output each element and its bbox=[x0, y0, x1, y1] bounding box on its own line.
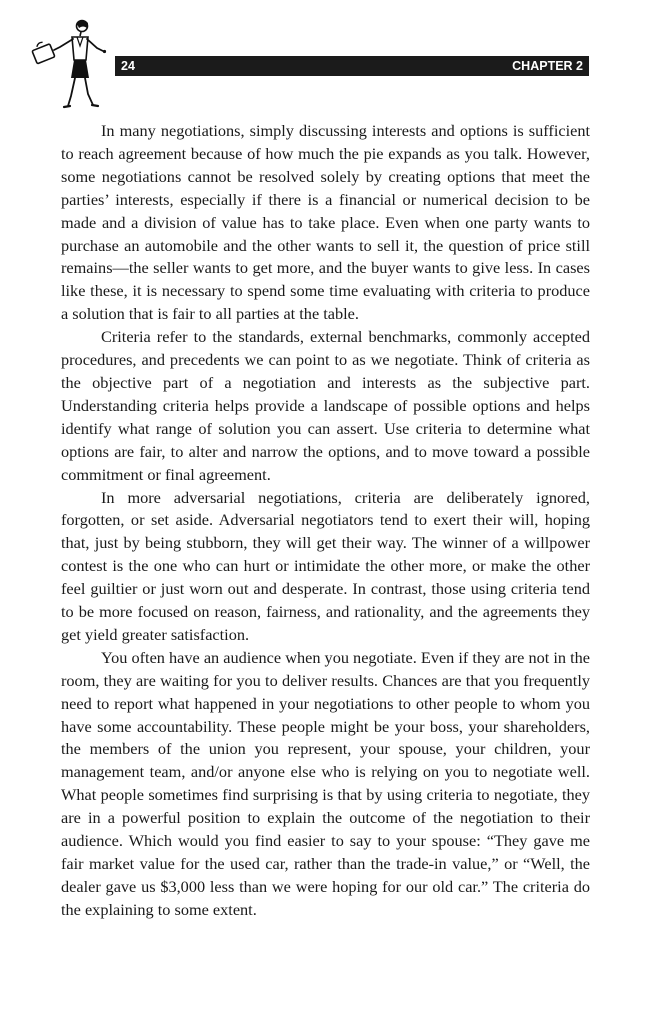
page-number: 24 bbox=[121, 59, 135, 73]
paragraph: In many negotiations, simply discussing interests and options is sufficient to reach agreement because of how much the pie expands as you talk. However, some negotiations cannot be resolved solely by creating options that meet the parties’ interests, especially if there is a financial or numerical decision to be made and a division of value has to take place. Even when one party wants to purchase an automobile and the other wants to sell it, the question of price still remains—the seller wants to get more, and the buyer wants to give less. In cases like these, it is necessary to spend some time evaluating with criteria to produce a solution that is fair to all parties at the table. bbox=[61, 121, 590, 324]
running-header bbox=[115, 56, 589, 76]
paragraph: In more adversarial negotiations, criteria are deliberately ignored, forgotten, or set aside. Adversarial negotiators tend to exert their will, hoping that, just by being stubborn, they will get their way. The winner of a willpower contest is the one who can hurt or intimidate the other more, or make the other feel guiltier or just worn out and desperate. In contrast, those using criteria tend to be more focused on reason, fairness, and rationality, and the agreements they get yield greater satisfaction. bbox=[61, 487, 590, 644]
paragraph: Criteria refer to the standards, external benchmarks, commonly accepted procedures, and precedents we can point to as we negotiate. Think of criteria as the objective part of a negotiation and interests as the subjective part. Understanding criteria helps provide a landscape of possible options and helps identify what range of solution you can assert. Use criteria to determine what options are fair, to alter and narrow the options, and to move toward a possible commitment or final agreement. bbox=[61, 327, 590, 484]
paragraph: You often have an audience when you negotiate. Even if they are not in the room, they are waiting for you to deliver results. Chances are that you frequently need to report what happened in your negotiations to other people to whom you have some accountability. These people might be your boss, your shareholders, the members of the union you represent, your spouse, your children, your management team, and/or anyone else who is relying on you to negotiate well. What people sometimes find surprising is that by using criteria to negotiate, they are in a powerful position to explain the outcome of the negotiation to their audience. Which would you find easier to say to your spouse: “They gave me fair market value for the used car, rather than the trade-in value,” or “Well, the dealer gave us $3,000 less than we were hoping for our old car.” The criteria do the explaining to some extent. bbox=[61, 647, 590, 919]
businesswoman-with-briefcase-icon bbox=[30, 16, 112, 110]
chapter-label: CHAPTER 2 bbox=[512, 59, 583, 73]
body-text bbox=[61, 120, 590, 922]
